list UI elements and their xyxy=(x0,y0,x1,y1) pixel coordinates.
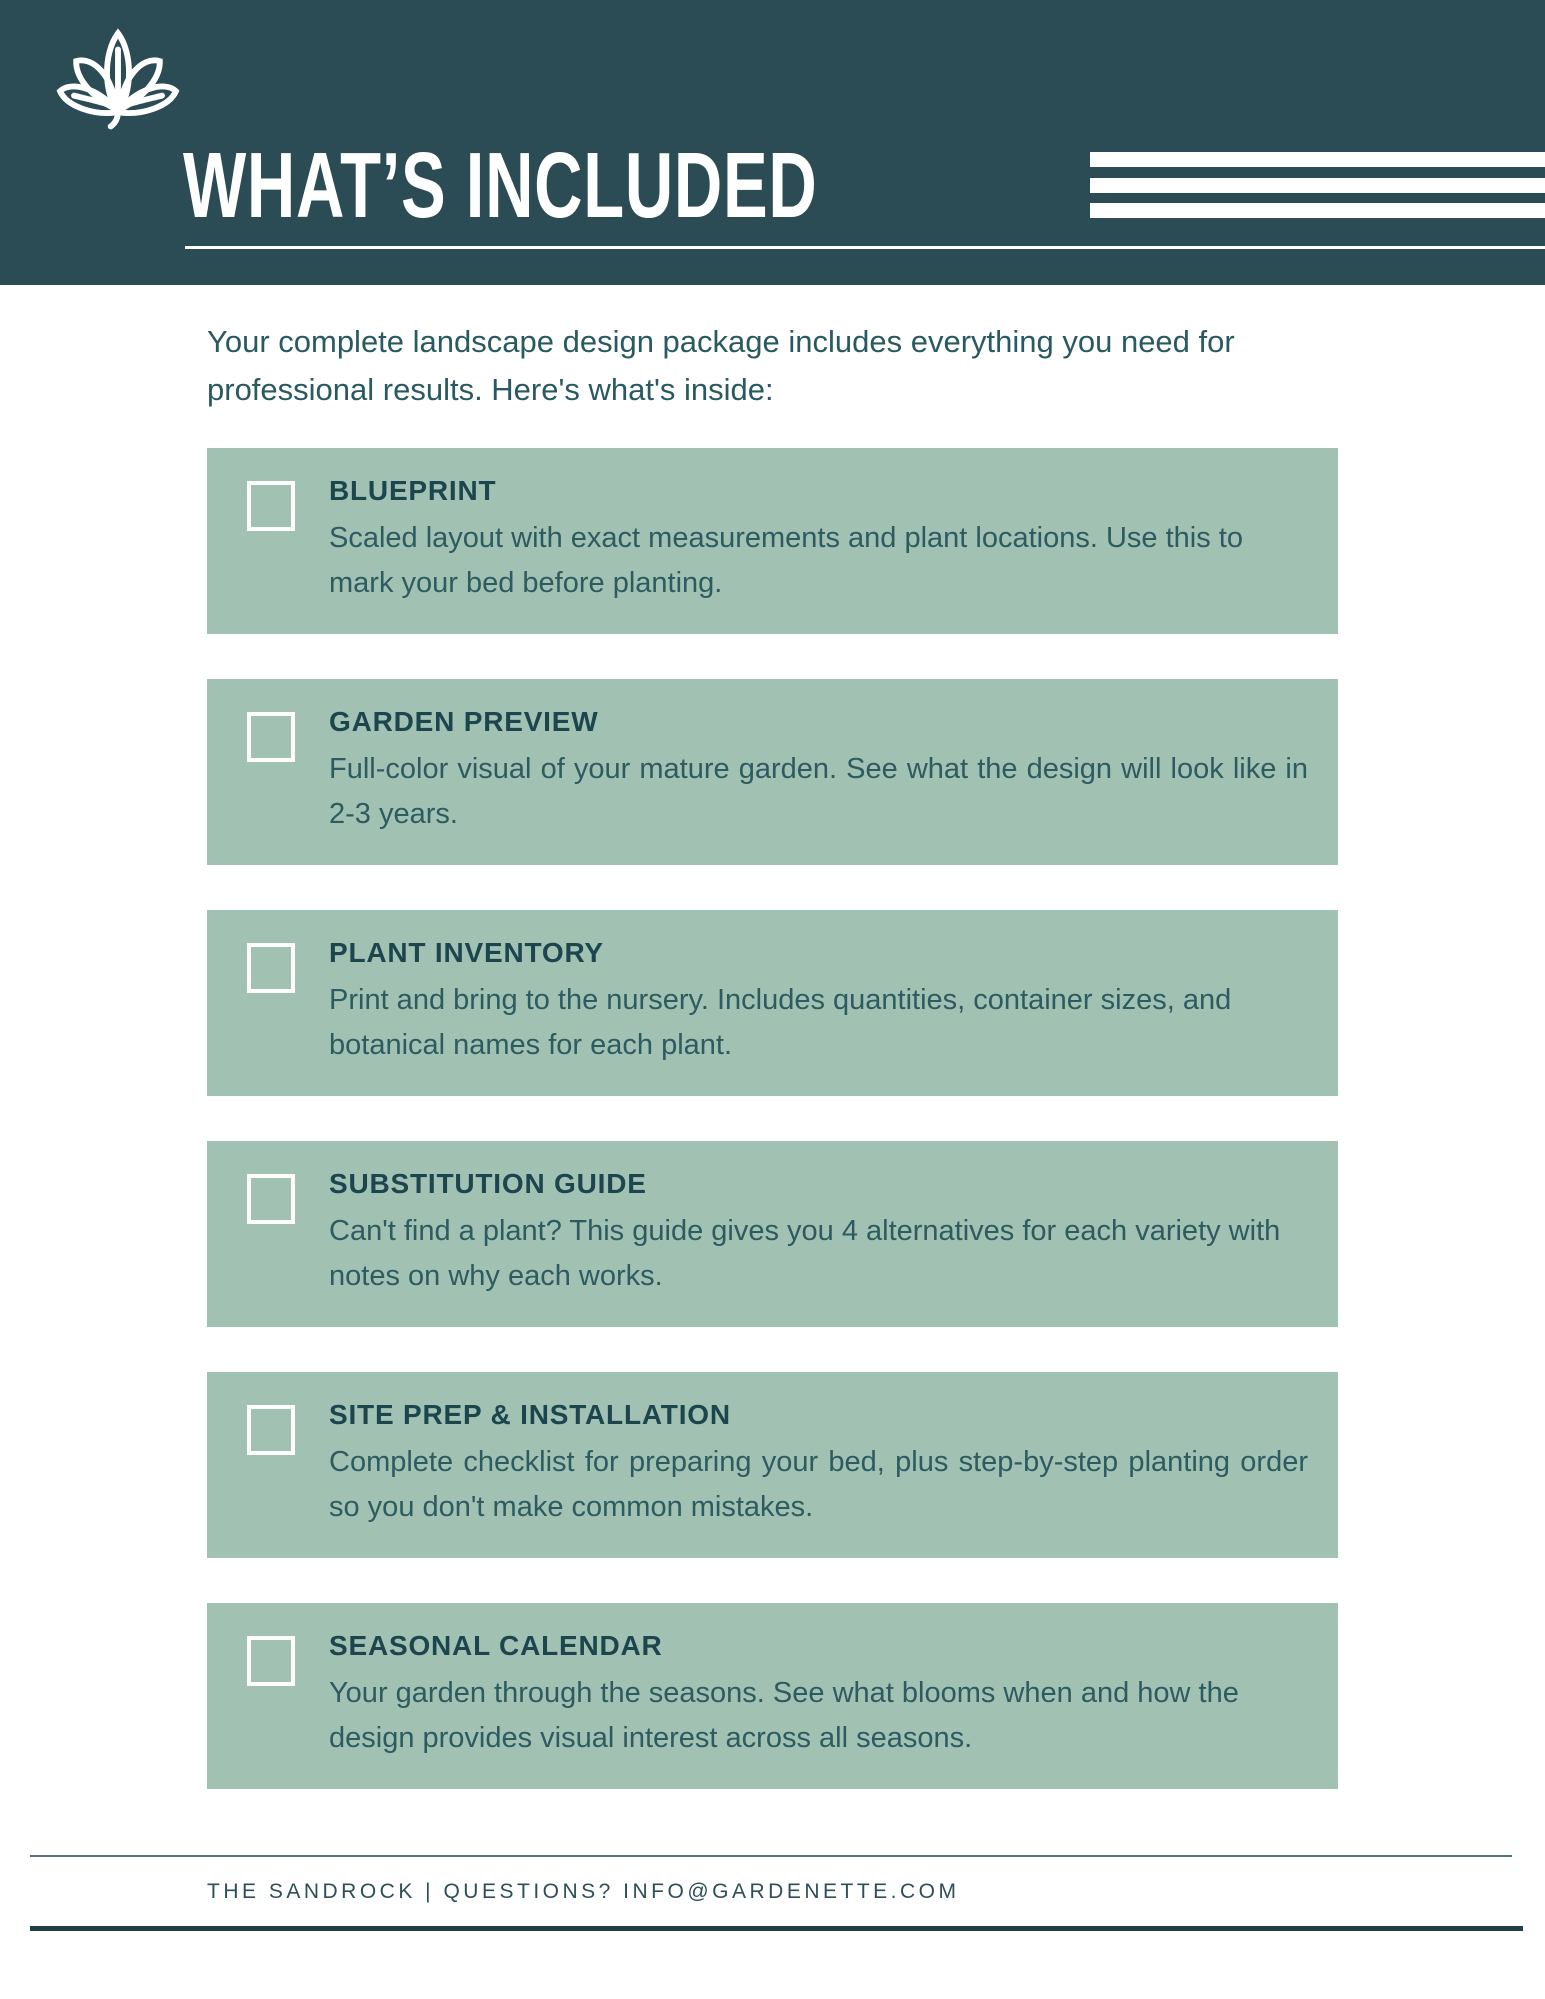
card-garden-preview xyxy=(207,679,1338,865)
card-substitution-guide xyxy=(207,1141,1338,1327)
card-text xyxy=(329,1168,1308,1299)
card-site-prep-installation xyxy=(207,1372,1338,1558)
seasonal-calendar-checkbox[interactable] xyxy=(247,1636,295,1686)
intro-text: Your complete landscape design package includes everything you need for professional results. Here's what's inside: xyxy=(207,324,1235,407)
footer-contact-text: THE SANDROCK | QUESTIONS? INFO@GARDENETTE.COM xyxy=(207,1880,960,1903)
card-text xyxy=(329,706,1308,837)
title-underline xyxy=(185,246,1545,249)
card-description: Full-color visual of your mature garden. See what the design will look like in 2-3 years. xyxy=(329,753,1308,830)
blueprint-checkbox[interactable] xyxy=(247,481,295,531)
stripe xyxy=(1090,152,1545,167)
card-description: Your garden through the seasons. See what blooms when and how the design provides visual interest across all seasons. xyxy=(329,1677,1239,1754)
title-stripes-decoration xyxy=(1090,152,1545,218)
plant-logo-icon xyxy=(52,22,184,134)
card-text xyxy=(329,937,1308,1068)
page-title: WHAT’S INCLUDED xyxy=(183,133,818,237)
card-text xyxy=(329,1399,1308,1530)
title-row xyxy=(183,133,1545,237)
card-text xyxy=(329,1630,1308,1761)
header-banner xyxy=(0,0,1545,285)
card-description: Print and bring to the nursery. Includes quantities, container sizes, and botanical names for each plant. xyxy=(329,984,1232,1061)
card-title: SUBSTITUTION GUIDE xyxy=(329,1168,647,1199)
card-text xyxy=(329,475,1308,606)
footer-divider-top xyxy=(30,1855,1512,1857)
card-title: BLUEPRINT xyxy=(329,475,497,506)
main-content xyxy=(207,285,1338,1834)
card-description: Can't find a plant? This guide gives you 4 alternatives for each variety with notes on why each works. xyxy=(329,1215,1281,1292)
card-title: SITE PREP & INSTALLATION xyxy=(329,1399,731,1430)
site-prep-checkbox[interactable] xyxy=(247,1405,295,1455)
card-title: PLANT INVENTORY xyxy=(329,937,604,968)
footer-divider-bottom xyxy=(30,1926,1523,1931)
card-description: Complete checklist for preparing your bed, plus step-by-step planting order so you don't make common mistakes. xyxy=(329,1446,1308,1523)
garden-preview-checkbox[interactable] xyxy=(247,712,295,762)
card-blueprint xyxy=(207,448,1338,634)
stripe xyxy=(1090,178,1545,193)
card-title: SEASONAL CALENDAR xyxy=(329,1630,663,1661)
card-plant-inventory xyxy=(207,910,1338,1096)
card-seasonal-calendar xyxy=(207,1603,1338,1789)
card-title: GARDEN PREVIEW xyxy=(329,706,599,737)
card-description: Scaled layout with exact measurements and plant locations. Use this to mark your bed before planting. xyxy=(329,522,1243,599)
included-items-list xyxy=(207,448,1338,1789)
substitution-guide-checkbox[interactable] xyxy=(247,1174,295,1224)
plant-inventory-checkbox[interactable] xyxy=(247,943,295,993)
stripe xyxy=(1090,203,1545,218)
